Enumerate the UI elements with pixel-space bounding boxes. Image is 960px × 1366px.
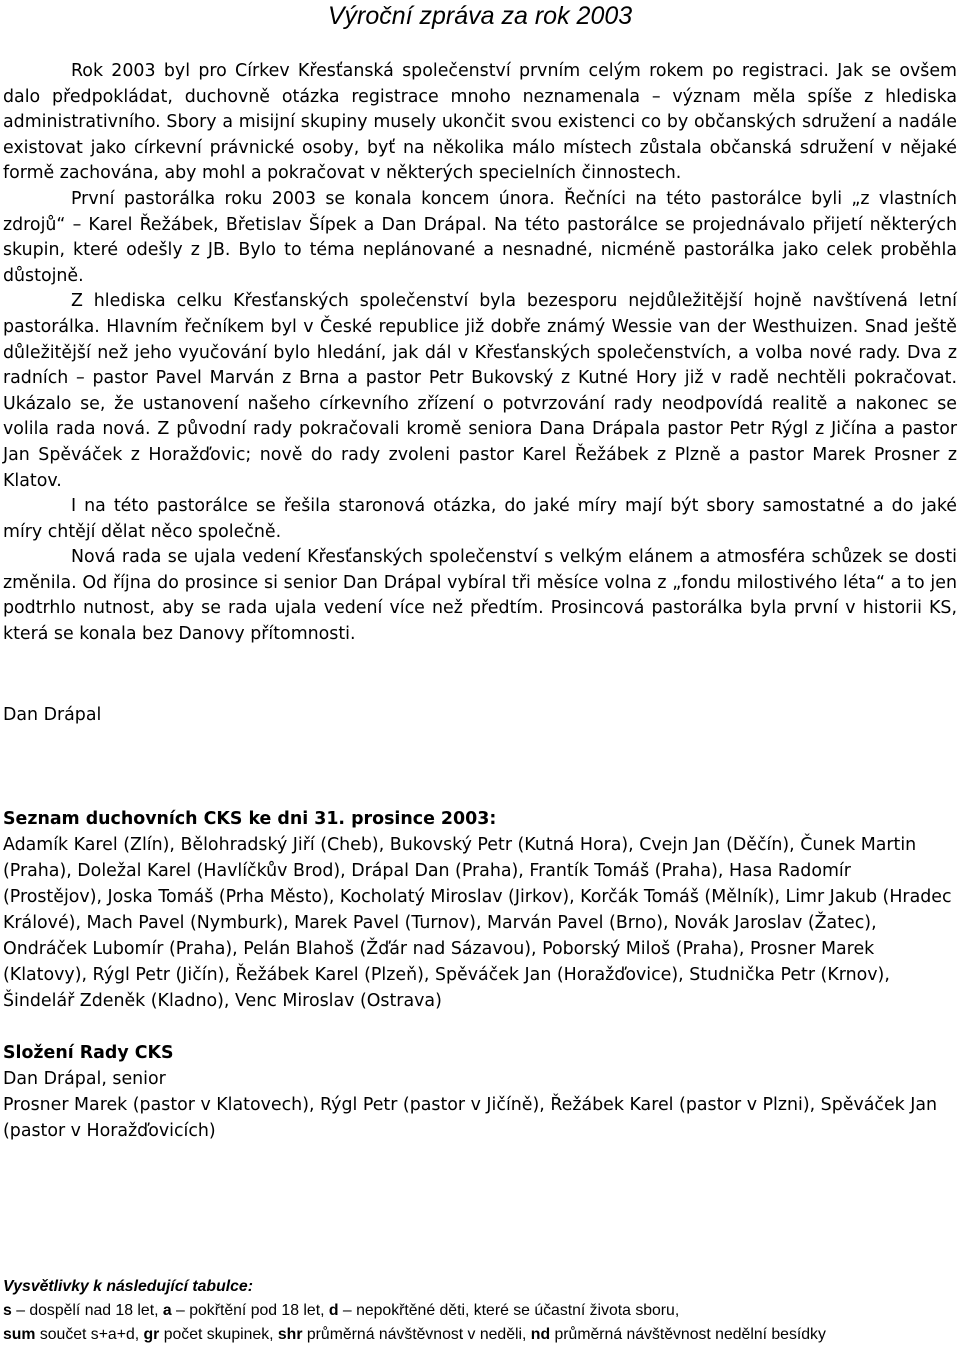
- legend-desc-gr: počet skupinek,: [163, 1326, 274, 1343]
- clergy-heading: Seznam duchovních CKS ke dni 31. prosince 2003:: [3, 809, 497, 829]
- legend-line-1: [3, 1299, 953, 1323]
- legend-key-s: s: [3, 1302, 12, 1319]
- legend-desc-a: – pokřtění pod 18 let,: [176, 1302, 325, 1319]
- legend-key-nd: nd: [530, 1326, 551, 1343]
- legend-desc-d: – nepokřtěné děti, které se účastní života sboru,: [342, 1302, 680, 1319]
- council-senior: Dan Drápal, senior: [3, 1069, 166, 1089]
- paragraph-summer-pastoral: Z hlediska celku Křesťanských společenství byla bezesporu nejdůležitější hojně navštívená letní pastorálka. Hlavním řečníkem byl v České republice již dobře známý Wessie van der Westhuizen. Snad ještě důležitější než jeho vyučování bylo hledání, jak dál v Křesťanských společenstvích, a volba nové rady. Dva z radních – pastor Pavel Marván z Brna a pastor Petr Bukovský z Kutné Hory již v radě nechtěli pokračovat. Ukázalo se, že ustanovení našeho církevního zřízení o potvrzování rady neodpovídá realitě a nakonec se volila rada nová. Z původní rady pokračovali kromě seniora Dana Drápala pastor Petr Rýgl z Jičína a pastor Jan Spěváček z Horažďovic; nově do rady zvoleni pastor Karel Řežábek z Plzně a pastor Marek Prosner z Klatov.: [3, 291, 957, 491]
- paragraph-independence-question: I na této pastorálce se řešila staronová otázka, do jaké míry mají být sbory samostatné a do jaké míry chtějí dělat něco společně.: [3, 496, 957, 542]
- paragraph-new-council: Nová rada se ujala vedení Křesťanských společenství s velkým elánem a atmosféra schůzek se dosti změnila. Od října do prosince si senior Dan Drápal vybíral tři měsíce volna z „fondu milostivého léta“ a to jen podtrhlo nutnost, aby se rada ujala vedení více než předtím. Prosincová pastorálka byla první v historii KS, která se konala bez Danovy přítomnosti.: [3, 547, 957, 645]
- paragraph-registration: Rok 2003 byl pro Církev Křesťanská společenství prvním celým rokem po registraci. Jak se ovšem dalo předpokládat, duchovně otázka registrace mnoho neznamenala – význam měla spíše z hlediska administrativního. Sbory a misijní skupiny musely ukončit svou existenci co by občanských sdružení a nadále existovat jako církevní právnické osoby, byť na několika málo místech zůstala občanská sdružení v nějaké formě zachována, aby mohl a pokračovat v některých specielních činnostech.: [3, 61, 957, 184]
- legend-desc-s: – dospělí nad 18 let,: [16, 1302, 159, 1319]
- clergy-list: Adamík Karel (Zlín), Bělohradský Jiří (Cheb), Bukovský Petr (Kutná Hora), Cvejn Jan (Děčín), Čunek Martin (Praha), Doležal Karel (Havlíčkův Brod), Drápal Dan (Praha), Frantík Tomáš (Praha), Hasa Radomír (Prostějov), Joska Tomáš (Prha Město), Kocholatý Miroslav (Jirkov), Korčák Tomáš (Mělník), Limr Jakub (Hradec Králové), Mach Pavel (Nymburk), Marek Pavel (Turnov), Marván Pavel (Brno), Novák Jaroslav (Žatec), Ondráček Lubomír (Praha), Pelán Blahoš (Žďár nad Sázavou), Poborský Miloš (Praha), Prosner Marek (Klatovy), Rýgl Petr (Jičín), Řežábek Karel (Plzeň), Spěváček Jan (Horažďovice), Studnička Petr (Krnov), Šindelář Zdeněk (Kladno), Venc Miroslav (Ostrava): [3, 835, 952, 1011]
- council-members: Prosner Marek (pastor v Klatovech), Rýgl Petr (pastor v Jičíně), Řežábek Karel (pastor v Plzni), Spěváček Jan (pastor v Horažďovicích): [3, 1095, 938, 1141]
- table-legend: [3, 1275, 953, 1347]
- council-section: [3, 1040, 953, 1144]
- paragraph-first-pastoral: První pastorálka roku 2003 se konala koncem února. Řečníci na této pastorálce byli „z vlastních zdrojů“ – Karel Řežábek, Břetislav Šípek a Dan Drápal. Na této pastorálce se projednávalo přijetí některých skupin, které odešly z JB. Bylo to téma neplánované a nesnadné, nicméně pastorálka jako celek proběhla důstojně.: [3, 188, 957, 286]
- legend-desc-nd: průměrná návštěvnost nedělní besídky: [554, 1326, 826, 1343]
- legend-desc-shr: průměrná návštěvnost v neděli,: [306, 1326, 527, 1343]
- legend-key-shr: shr: [277, 1326, 303, 1343]
- legend-key-sum: sum: [3, 1326, 36, 1343]
- report-title: Výroční zpráva za rok 2003: [327, 2, 633, 30]
- report-body: [3, 59, 957, 648]
- legend-key-d: d: [328, 1302, 339, 1319]
- legend-heading: Vysvětlivky k následující tabulce:: [3, 1278, 253, 1295]
- council-heading: Složení Rady CKS: [3, 1043, 174, 1063]
- legend-key-gr: gr: [143, 1326, 160, 1343]
- signature: Dan Drápal: [3, 705, 102, 725]
- legend-key-a: a: [162, 1302, 172, 1319]
- legend-line-2: [3, 1323, 953, 1347]
- legend-desc-sum: součet s+a+d,: [39, 1326, 140, 1343]
- clergy-section: [3, 806, 953, 1014]
